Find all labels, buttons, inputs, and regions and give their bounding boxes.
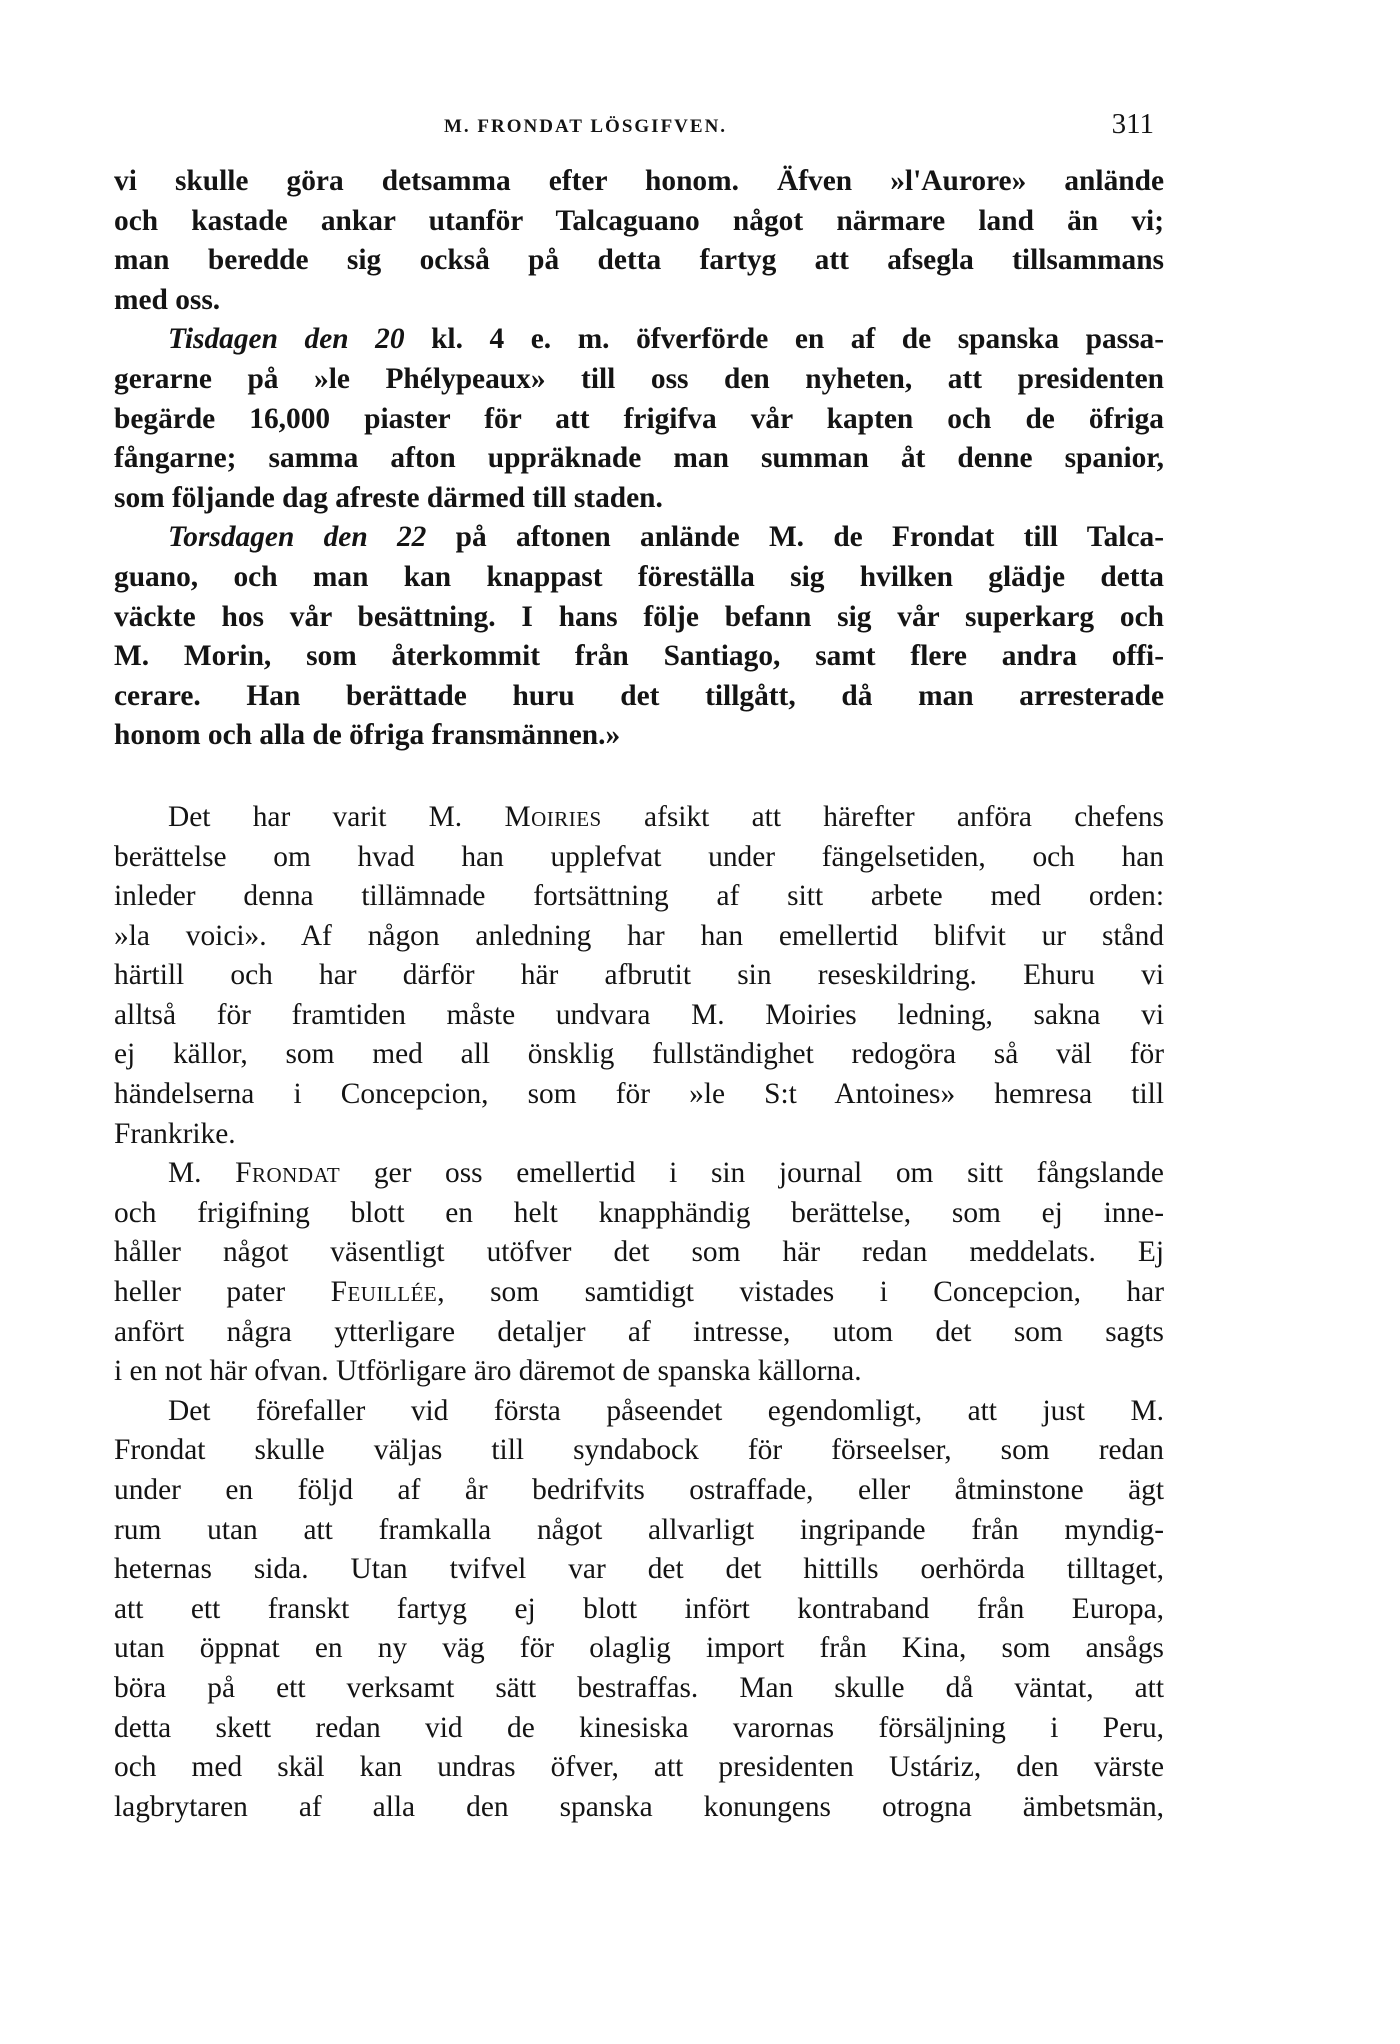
text-line: och med skäl kan undras öfver, att presidenten Ustáriz, den värste bbox=[114, 1751, 1164, 1784]
text-line: Frondat skulle väljas till syndabock för förseelser, som redan bbox=[114, 1434, 1164, 1467]
section-gap bbox=[114, 756, 1164, 798]
text-line: under en följd af år bedrifvits ostraffade, eller åtminstone ägt bbox=[114, 1474, 1164, 1506]
date-heading: Torsdagen den 22 bbox=[168, 521, 427, 554]
running-head: M. FRONDAT LÖSGIFVEN. bbox=[444, 116, 728, 137]
text-line: härtill och har därför här afbrutit sin reseskildring. Ehuru vi bbox=[114, 959, 1164, 992]
text-line: begärde 16,000 piaster för att frigifva vår kapten och de öfriga bbox=[114, 402, 1164, 435]
body-paragraph-2 bbox=[114, 1154, 1164, 1392]
text-fragment: ger oss emellertid i sin journal om sitt fångslande bbox=[340, 1157, 1164, 1190]
quoted-passage bbox=[114, 162, 1164, 756]
text-line: vi skulle göra detsamma efter honom. Äfven »l'Aurore» anlände bbox=[114, 165, 1164, 197]
text-line: heternas sida. Utan tvifvel var det det hittills oerhörda tilltaget, bbox=[114, 1553, 1164, 1586]
text-fragment: Det har varit M. bbox=[168, 800, 505, 833]
text-line: böra på ett verksamt sätt bestraffas. Man skulle då väntat, att bbox=[114, 1671, 1164, 1704]
quote-paragraph-1 bbox=[114, 162, 1164, 320]
text-fragment: heller pater bbox=[114, 1276, 331, 1309]
text-fragment: M. bbox=[168, 1157, 236, 1190]
text-line: att ett franskt fartyg ej blott infört kontraband från Europa, bbox=[114, 1592, 1164, 1625]
text-line: fångarne; samma afton uppräknade man summan åt denne spanior, bbox=[114, 442, 1164, 475]
page-number: 311 bbox=[1111, 108, 1154, 140]
text-line: M. Morin, som återkommit från Santiago, samt flere andra offi- bbox=[114, 640, 1164, 673]
text-line: och kastade ankar utanför Talcaguano något närmare land än vi; bbox=[114, 204, 1164, 237]
quote-paragraph-3 bbox=[114, 518, 1164, 756]
text-line: detta skett redan vid de kinesiska varornas försäljning i Peru, bbox=[114, 1711, 1164, 1744]
text-line bbox=[114, 1154, 1164, 1194]
text-line: Frankrike. bbox=[114, 1117, 236, 1150]
text-line: som följande dag afreste därmed till staden. bbox=[114, 481, 663, 514]
author-name: Moiries bbox=[504, 800, 602, 833]
author-name: Feuillée bbox=[330, 1276, 438, 1309]
text-line: ej källor, som med all önsklig fullständighet redogöra så väl för bbox=[114, 1038, 1164, 1071]
page-header bbox=[114, 108, 1164, 148]
text-line bbox=[114, 798, 1164, 838]
text-line: lagbrytaren af alla den spanska konungens otrogna ämbetsmän, bbox=[114, 1790, 1164, 1823]
text-line: väckte hos vår besättning. I hans följe befann sig vår superkarg och bbox=[114, 600, 1164, 633]
text-fragment: afsikt att härefter anföra chefens bbox=[601, 800, 1164, 833]
text-line: anfört några ytterligare detaljer af intresse, utom det som sagts bbox=[114, 1315, 1164, 1348]
text-line bbox=[114, 320, 1164, 360]
text-line bbox=[114, 1273, 1164, 1313]
document-page bbox=[114, 108, 1164, 1827]
text-line: med oss. bbox=[114, 283, 221, 316]
text-line: Det förefaller vid första påseendet egendomligt, att just M. bbox=[168, 1394, 1164, 1427]
text-line: »la voici». Af någon anledning har han emellertid blifvit ur stånd bbox=[114, 919, 1164, 952]
date-heading: Tisdagen den 20 bbox=[168, 323, 405, 356]
author-name: Frondat bbox=[235, 1157, 341, 1190]
text-line: händelserna i Concepcion, som för »le S:t Antoines» hemresa till bbox=[114, 1078, 1164, 1111]
text-line: honom och alla de öfriga fransmännen.» bbox=[114, 719, 621, 752]
text-line: och frigifning blott en helt knapphändig berättelse, som ej inne- bbox=[114, 1196, 1164, 1229]
text-fragment: kl. 4 e. m. öfverförde en af de spanska passa- bbox=[404, 323, 1164, 356]
body-paragraph-1 bbox=[114, 798, 1164, 1154]
text-line: håller något väsentligt utöfver det som här redan meddelats. Ej bbox=[114, 1236, 1164, 1269]
text-line: inleder denna tillämnade fortsättning af sitt arbete med orden: bbox=[114, 880, 1164, 913]
text-fragment: , som samtidigt vistades i Concepcion, har bbox=[437, 1276, 1164, 1309]
text-line: cerare. Han berättade huru det tillgått, då man arresterade bbox=[114, 679, 1164, 712]
text-line: utan öppnat en ny väg för olaglig import från Kina, som ansågs bbox=[114, 1632, 1164, 1665]
quote-paragraph-2 bbox=[114, 320, 1164, 518]
text-line bbox=[114, 518, 1164, 558]
text-line: alltså för framtiden måste undvara M. Moiries ledning, sakna vi bbox=[114, 998, 1164, 1031]
text-line: guano, och man kan knappast föreställa sig hvilken glädje detta bbox=[114, 560, 1164, 593]
text-line: rum utan att framkalla något allvarligt ingripande från myndig- bbox=[114, 1513, 1164, 1546]
text-line: berättelse om hvad han upplefvat under fängelsetiden, och han bbox=[114, 840, 1164, 873]
body-paragraph-3 bbox=[114, 1392, 1164, 1828]
text-line: gerarne på »le Phélypeaux» till oss den nyheten, att presidenten bbox=[114, 362, 1164, 395]
text-fragment: på aftonen anlände M. de Frondat till Talca- bbox=[426, 521, 1164, 554]
text-line: man beredde sig också på detta fartyg att afsegla tillsammans bbox=[114, 244, 1164, 277]
text-line: i en not här ofvan. Utförligare äro däremot de spanska källorna. bbox=[114, 1355, 862, 1388]
